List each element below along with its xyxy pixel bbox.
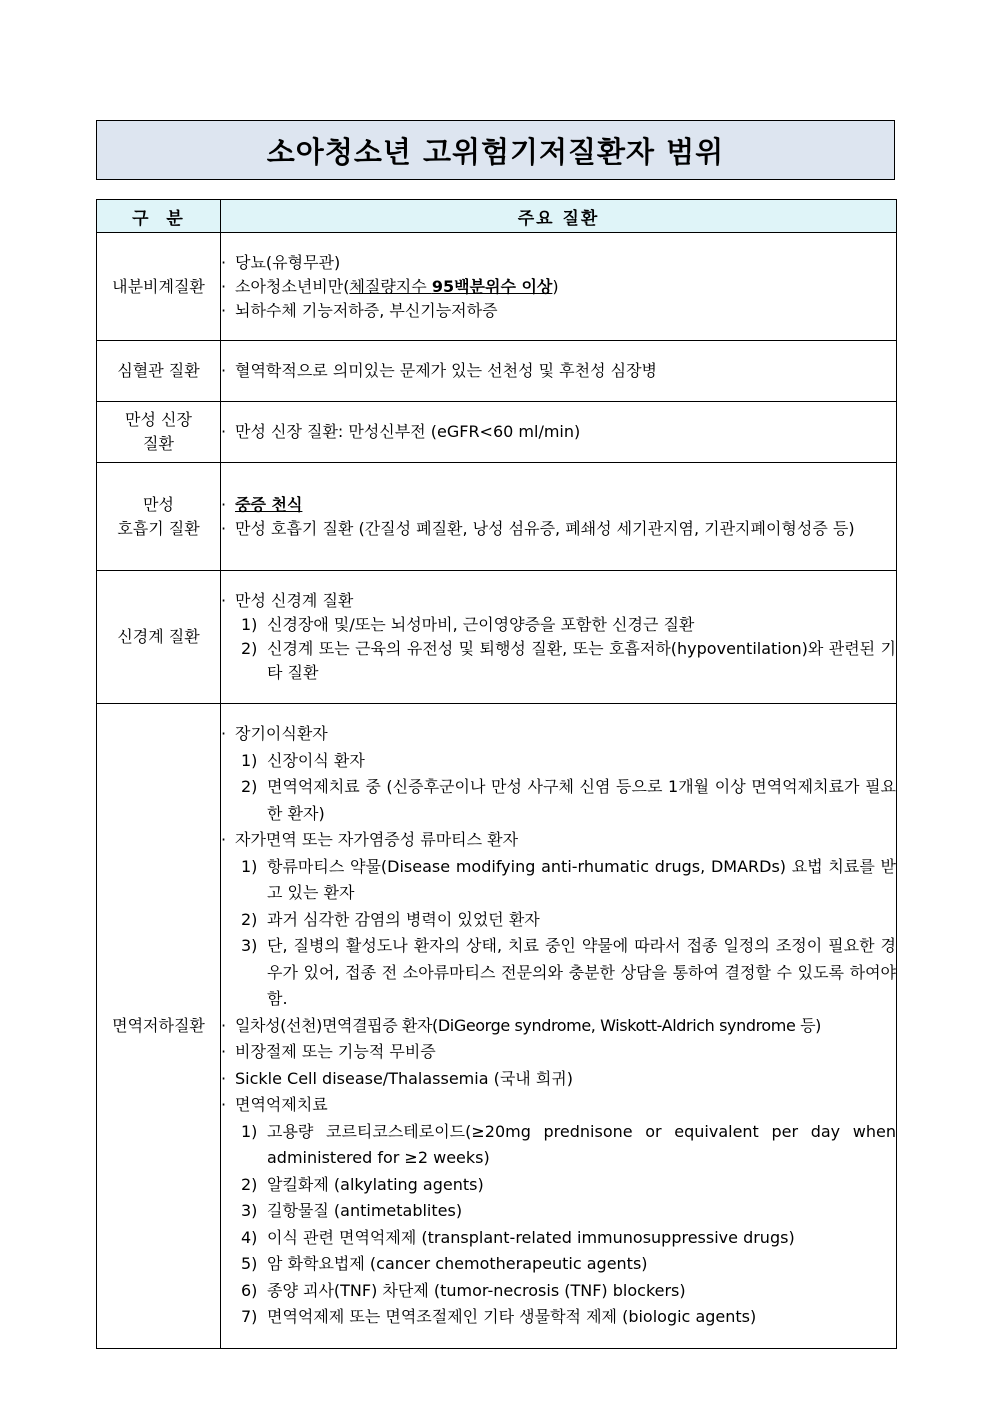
table-header-row — [97, 200, 897, 233]
table-row-respiratory — [97, 463, 897, 571]
table-row-cardio — [97, 341, 897, 402]
table-row-neuro — [97, 571, 897, 704]
content-respiratory — [221, 463, 897, 571]
sub-item: 7) 면역억제제 또는 면역조절제인 기타 생물학적 제제 (biologic agents) — [241, 1307, 757, 1327]
list-item: · 면역억제치료 — [221, 1095, 328, 1115]
content-neuro — [221, 571, 897, 704]
sub-item: 1) 고용량 코르티코스테로이드(≥20mg prednisone or equivalent per day when administered for ≥2 weeks) — [241, 1121, 896, 1168]
list-item: · Sickle Cell disease/Thalassemia (국내 희귀) — [221, 1068, 573, 1088]
sub-item: 2) 알킬화제 (alkylating agents) — [241, 1174, 484, 1194]
list-item: · 당뇨(유형무관) — [221, 252, 341, 272]
title-box — [96, 120, 895, 180]
sub-item: 1) 신장이식 환자 — [241, 750, 365, 770]
page-title: 소아청소년 고위험기저질환자 범위 — [266, 134, 725, 169]
list-item: · 소아청소년비만(체질량지수 95백분위수 이상) — [221, 276, 559, 296]
sub-item: 2) 면역억제치료 중 (신증후군이나 만성 사구체 신염 등으로 1개월 이상 면역억제치료가 필요한 환자) — [241, 777, 896, 823]
table-row-kidney — [97, 402, 897, 463]
sub-item: 4) 이식 관련 면역억제제 (transplant-related immunosuppressive drugs) — [241, 1227, 795, 1247]
sub-item: 5) 암 화학요법제 (cancer chemotherapeutic agents) — [241, 1254, 648, 1274]
category-cardio: 심혈관 질환 — [97, 341, 221, 402]
category-endocrine: 내분비계질환 — [97, 233, 221, 341]
content-endocrine — [221, 233, 897, 341]
disease-table — [96, 199, 897, 1349]
list-item: · 중증 천식 — [221, 494, 303, 514]
list-item: · 뇌하수체 기능저하증, 부신기능저하증 — [221, 300, 498, 320]
sub-item: 3) 길항물질 (antimetablites) — [241, 1201, 463, 1221]
list-item: · 자가면역 또는 자가염증성 류마티스 환자 — [221, 830, 519, 850]
list-item: · 만성 신장 질환: 만성신부전 (eGFR<60 ml/min) — [221, 422, 581, 441]
table-row-immuno — [97, 704, 897, 1349]
list-item: · 만성 신경계 질환 — [221, 591, 354, 610]
sub-item: 2) 신경계 또는 근육의 유전성 및 퇴행성 질환, 또는 호흡저하(hypoventilation)와 관련된 기타 질환 — [241, 639, 896, 682]
list-item: · 비장절제 또는 기능적 무비증 — [221, 1042, 436, 1062]
sub-item: 2) 과거 심각한 감염의 병력이 있었던 환자 — [241, 909, 540, 929]
list-item: · 혈역학적으로 의미있는 문제가 있는 선천성 및 후천성 심장병 — [221, 361, 658, 380]
content-kidney — [221, 402, 897, 463]
category-immuno: 면역저하질환 — [97, 704, 221, 1349]
category-respiratory: 만성 호흡기 질환 — [97, 463, 221, 571]
content-cardio — [221, 341, 897, 402]
sub-item: 1) 신경장애 및/또는 뇌성마비, 근이영양증을 포함한 신경근 질환 — [241, 615, 695, 634]
header-category: 구 분 — [97, 200, 221, 233]
sub-item: 6) 종양 괴사(TNF) 차단제 (tumor-necrosis (TNF) blockers) — [241, 1280, 686, 1300]
content-immuno — [221, 704, 897, 1349]
category-neuro: 신경계 질환 — [97, 571, 221, 704]
sub-item: 3) 단, 질병의 활성도나 환자의 상태, 치료 중인 약물에 따라서 접종 일정의 조정이 필요한 경우가 있어, 접종 전 소아류마티스 전문의와 충분한 상담을 통하여 결정할 수 있도록 하여야 함. — [241, 936, 896, 1009]
header-diseases: 주요 질환 — [221, 200, 897, 233]
list-item: · 장기이식환자 — [221, 724, 328, 744]
category-kidney: 만성 신장 질환 — [97, 402, 221, 463]
list-item: · 일차성(선천)면역결핍증 환자(DiGeorge syndrome, Wiskott-Aldrich syndrome 등) — [221, 1015, 822, 1035]
table-row-endocrine — [97, 233, 897, 341]
sub-item: 1) 항류마티스 약물(Disease modifying anti-rhumatic drugs, DMARDs) 요법 치료를 받고 있는 환자 — [241, 856, 896, 903]
list-item: · 만성 호흡기 질환 (간질성 폐질환, 낭성 섬유증, 폐쇄성 세기관지염, 기관지폐이형성증 등) — [221, 518, 855, 538]
